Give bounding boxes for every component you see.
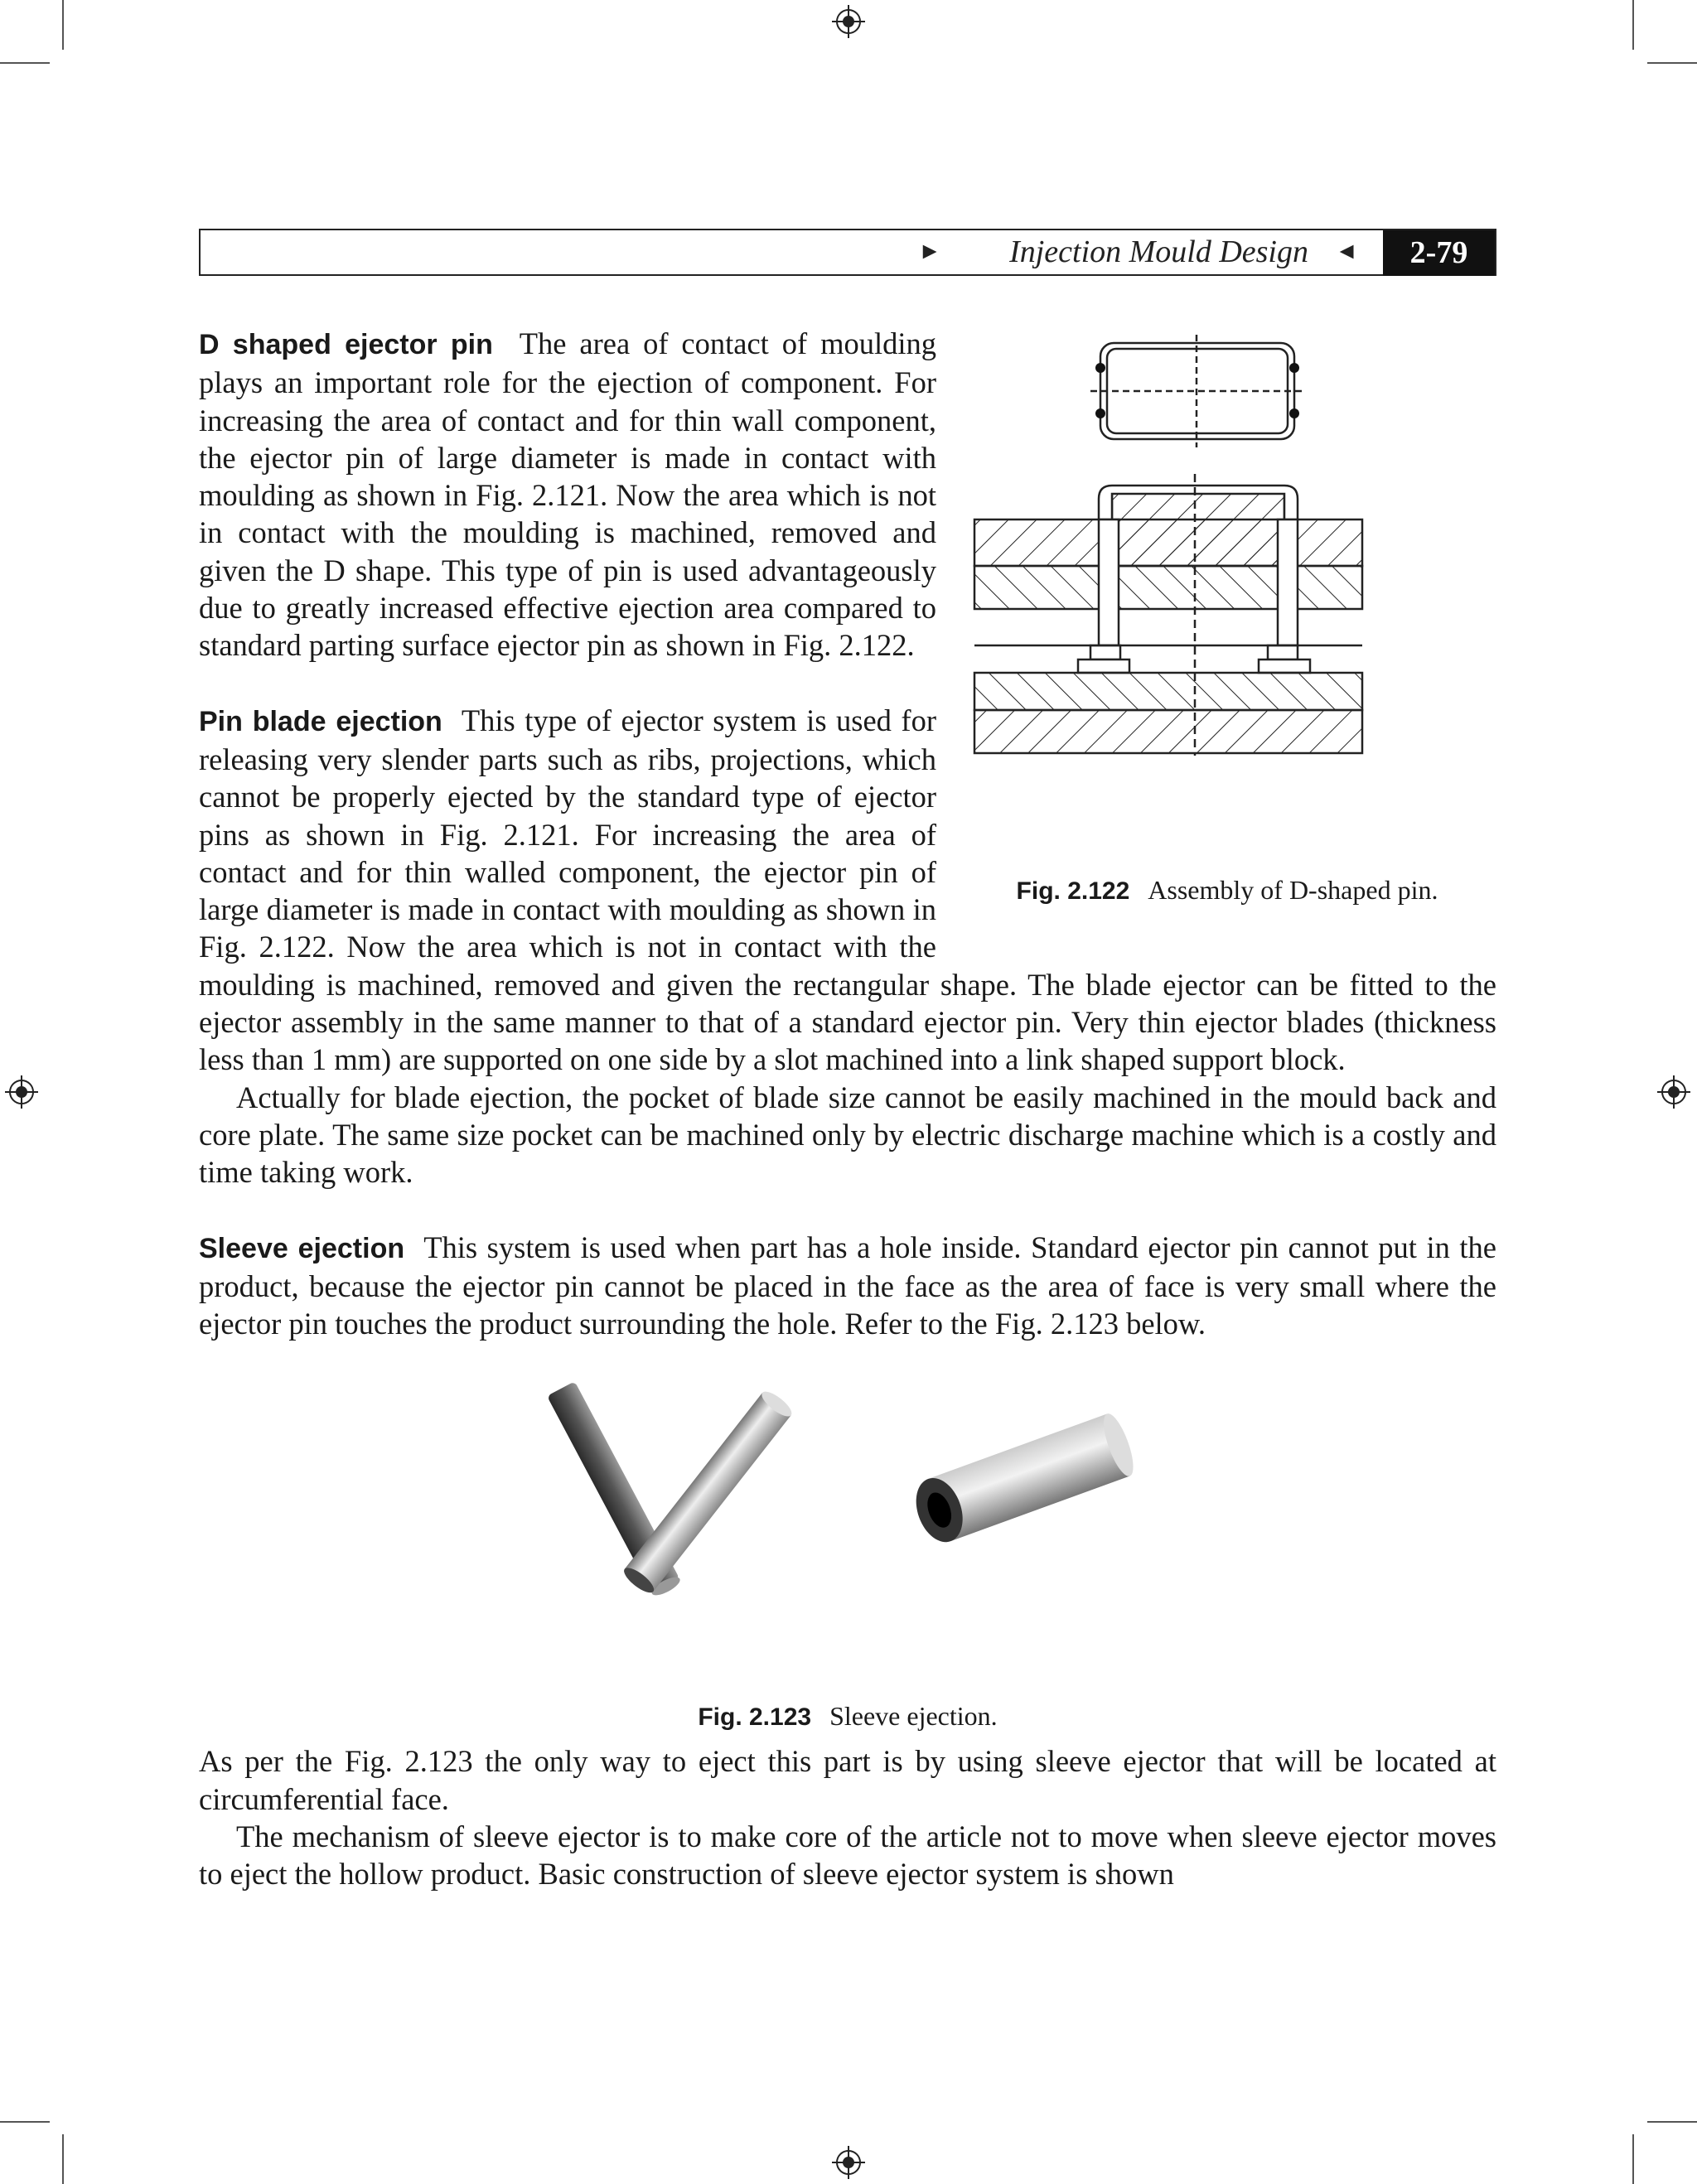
figure-label: Fig. 2.122	[1016, 877, 1130, 905]
sleeve-image	[908, 1411, 1139, 1549]
paragraph: The mechanism of sleeve ejector is to make core of the article not to move when sleeve ejector moves to eject the hollow product. Basic construction of sleeve ejector system is shown	[199, 1819, 1496, 1892]
crop-mark	[1632, 0, 1634, 50]
registration-mark-icon	[832, 5, 865, 38]
arrow-left-icon: ◄	[1335, 239, 1358, 264]
figure-2-123	[199, 1379, 1496, 1742]
sleeve-ejection-image	[481, 1379, 1226, 1678]
page-number: 2-79	[1383, 230, 1495, 276]
running-header	[199, 229, 1496, 276]
crop-mark	[1632, 2134, 1634, 2184]
running-title: Injection Mould Design	[1009, 234, 1308, 269]
registration-mark-icon	[832, 2146, 865, 2179]
page-body	[199, 325, 1496, 1893]
figure-caption-text: Sleeve ejection.	[829, 1701, 998, 1732]
paragraph-sleeve	[199, 1229, 1496, 1343]
arrow-right-icon: ►	[918, 239, 941, 264]
paragraph-text: This system is used when part has a hole inside. Standard ejector pin cannot put in the product, because the ejector pin cannot be placed in the face as the area of face is very small where the ejector pin touches the product surrounding the hole. Refer to the Fig. 2.123 below.	[199, 1230, 1497, 1341]
figure-caption	[199, 1698, 1496, 1736]
d-shaped-pin-assembly-drawing	[950, 325, 1496, 896]
paragraph-text: This type of ejector system is used for releasing very slender parts such as ribs, projections, which cannot be properly ejected by the standard type of ejector pins as shown in Fig. 2.121. For increasing the area of contact and for thin walled component, the ejector pin of large diameter is made in contact with moulding as shown in Fig. 2.122. Now the area which is not in contact with the moulding is machined, removed and given the rectangular shape. The blade ejector can be fitted to the ejector assembly in the same manner to that of a standard ejector pin. Very thin ejector blades (thickness less than 1 mm) are supported on one side by a slot machined into a link shaped support block.	[199, 703, 1496, 1077]
figure-caption-text: Assembly of D-shaped pin.	[1148, 875, 1438, 905]
paragraph: As per the Fig. 2.123 the only way to eject this part is by using sleeve ejector that will be located at circumferential face.	[199, 1744, 1496, 1816]
crop-mark	[0, 62, 50, 64]
registration-mark-icon	[5, 1075, 38, 1109]
section-heading: Pin blade ejection	[199, 705, 442, 737]
section-heading: D shaped ejector pin	[199, 329, 493, 360]
crop-mark	[1647, 62, 1697, 64]
figure-caption	[958, 872, 1496, 910]
crop-mark	[0, 2121, 50, 2123]
figure-2-122	[958, 325, 1496, 945]
crop-mark	[1647, 2121, 1697, 2123]
paragraph: Actually for blade ejection, the pocket of blade size cannot be easily machined in the mould back and core plate. The same size pocket can be machined only by electric discharge machine which is a costly and time taking work.	[199, 1080, 1496, 1190]
paragraph-text: The area of contact of moulding plays an important role for the ejection of component. For increasing the area of contact and for thin wall component, the ejector pin of large diameter is made in contact with moulding as shown in Fig. 2.121. Now the area which is not in contact with the moulding is machined, removed and given the D shape. This type of pin is used advantageously due to greatly increased effective ejection area compared to standard parting surface ejector pin as shown in Fig. 2.122.	[199, 326, 937, 663]
registration-mark-icon	[1657, 1075, 1690, 1109]
crop-mark	[62, 2134, 64, 2184]
round-pin-image	[621, 1388, 795, 1597]
figure-label: Fig. 2.123	[698, 1703, 812, 1732]
section-heading: Sleeve ejection	[199, 1232, 405, 1264]
crop-mark	[62, 0, 64, 50]
